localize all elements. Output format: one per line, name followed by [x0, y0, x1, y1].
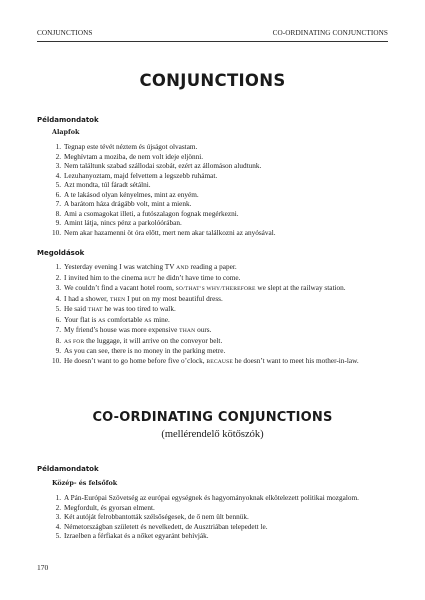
sentence-text: we slept at the railway station. [255, 284, 346, 292]
sentence-text: I had a shower, [64, 294, 110, 303]
list-number: 4. [55, 522, 61, 531]
conjunction-highlight: AND [176, 265, 189, 271]
list-number: 4. [55, 171, 61, 180]
sentence-text: I invited him to the cinema [64, 273, 145, 282]
list-item [48, 295, 396, 306]
examples-label-2: Példamondatok [37, 465, 99, 473]
list-number: 10. [51, 228, 61, 237]
list-item [48, 162, 396, 172]
list-number: 2. [55, 273, 61, 282]
list-number: 9. [55, 219, 61, 227]
list-item [48, 153, 396, 163]
list-item [48, 513, 396, 523]
list-item [48, 494, 396, 504]
list-number: 3. [55, 284, 61, 292]
sentence-text: Nem találtunk szabad szállodai szobát, ezért az állomáson aludtunk. [64, 162, 262, 170]
list-number: 1. [55, 263, 61, 271]
sentence-text: he was too tired to walk. [102, 305, 176, 313]
list-number: 6. [55, 190, 61, 199]
section-title-conjunctions: CONJUNCTIONS [139, 71, 286, 90]
section-title-coordinating: CO-ORDINATING CONJUNCTIONS [92, 410, 333, 425]
sentence-text: Meghívtam a moziba, de nem volt ideje eljönni. [64, 152, 204, 161]
conjunction-highlight: SO/THAT’S WHY/THEREFORE [175, 286, 256, 292]
sentence-text: We couldn’t find a vacant hotel room, [64, 284, 176, 292]
list-number: 1. [55, 143, 61, 151]
list-number: 7. [55, 200, 61, 208]
sentence-text: mine. [151, 315, 170, 324]
sentence-text: reading a paper. [188, 263, 237, 271]
sentence-text: Megfordult, és gyorsan elment. [64, 503, 155, 512]
sentence-text: I put on my most beautiful dress. [125, 294, 223, 303]
list-item [48, 181, 396, 191]
list-item [48, 316, 396, 327]
list-number: 5. [55, 181, 61, 189]
example-sentence-list-2 [48, 494, 396, 542]
running-header [37, 29, 388, 41]
sentence-text: he doesn’t want to meet his mother-in-law. [232, 356, 359, 365]
conjunction-highlight: BUT [144, 275, 156, 282]
list-number: 1. [55, 494, 61, 502]
conjunction-highlight: AS FOR [64, 338, 85, 345]
sentence-text: As you can see, there is no money in the parking metre. [64, 347, 226, 355]
list-item [48, 200, 396, 210]
list-number: 2. [55, 503, 61, 512]
examples-label: Példamondatok [37, 116, 99, 124]
conjunction-highlight: AS [144, 317, 152, 324]
header-right: CO-ORDINATING CONJUNCTIONS [272, 29, 388, 37]
sentence-text: Ami a csomagokat illeti, a futószalagon fognak megérkezni. [64, 209, 239, 218]
sentence-text: he didn’t have time to come. [155, 273, 241, 282]
list-number: 8. [55, 336, 61, 345]
sentence-text: He doesn’t want to go home before five o’clock, [64, 356, 207, 365]
conjunction-highlight: THAT [87, 307, 103, 313]
solutions-label: Megoldások [37, 249, 85, 257]
example-sentence-list [48, 143, 396, 238]
sentence-text: Yesterday evening I was watching TV [64, 263, 177, 271]
level-label-intermediate: Közép- és felsőfok [52, 479, 118, 487]
sentence-text: Németországban született és nevelkedett, de Ausztriában telepedett le. [64, 522, 268, 531]
list-item [48, 347, 396, 357]
header-rule [37, 41, 388, 42]
section-subtitle: (mellérendelő kötőszók) [161, 429, 264, 440]
sentence-text: the luggage, it will arrive on the conveyor belt. [84, 336, 223, 345]
sentence-text: Izraelben a férfiakat és a nőket egyaránt behívják. [64, 532, 209, 540]
list-item [48, 191, 396, 201]
sentence-text: Lezuhanyoztam, majd felvettem a legszebb ruhámat. [64, 171, 218, 180]
list-number: 3. [55, 513, 61, 521]
list-number: 5. [55, 532, 61, 540]
list-number: 9. [55, 347, 61, 355]
sentence-text: Amint látja, nincs pénz a parkolóórában. [64, 219, 182, 227]
list-item [48, 326, 396, 337]
list-number: 5. [55, 305, 61, 313]
list-number: 8. [55, 209, 61, 218]
sentence-text: Your flat is [64, 315, 99, 324]
conjunction-highlight: BECAUSE [206, 358, 233, 365]
sentence-text: A Pán-Európai Szövetség az európai egységnek és hagyományoknak elkötelezett politikai mozgalom. [64, 494, 359, 502]
sentence-text: Nem akar hazamenni öt óra előtt, mert nem akar találkozni az anyósával. [64, 228, 276, 237]
sentence-text: A te lakásod olyan kényelmes, mint az enyém. [64, 190, 199, 199]
sentence-text: comfortable [105, 315, 145, 324]
list-item [48, 210, 396, 220]
list-number: 10. [51, 356, 61, 365]
list-item [48, 219, 396, 229]
conjunction-highlight: THAN [179, 328, 196, 334]
page-number: 170 [37, 563, 49, 572]
list-item [48, 504, 396, 514]
list-number: 4. [55, 294, 61, 303]
sentence-text: He said [64, 305, 88, 313]
list-item [48, 337, 396, 348]
list-item [48, 263, 396, 274]
list-item [48, 274, 396, 285]
sentence-text: ours. [195, 326, 212, 334]
sentence-text: A barátom háza drágább volt, mint a mienk. [64, 200, 192, 208]
list-item [48, 357, 396, 368]
level-label-basic: Alapfok [52, 128, 80, 136]
list-item [48, 305, 396, 316]
list-item [48, 143, 396, 153]
list-number: 7. [55, 326, 61, 334]
list-number: 2. [55, 152, 61, 161]
conjunction-highlight: THEN [109, 296, 126, 303]
solution-sentence-list [48, 263, 396, 367]
sentence-text: My friend’s house was more expensive [64, 326, 180, 334]
list-item [48, 229, 396, 239]
list-item [48, 532, 396, 542]
list-number: 6. [55, 315, 61, 324]
list-item [48, 172, 396, 182]
sentence-text: Tegnap este tévét néztem és újságot olvastam. [64, 143, 198, 151]
list-item [48, 523, 396, 533]
sentence-text: Azt mondta, túl fáradt sétálni. [64, 181, 151, 189]
list-number: 3. [55, 162, 61, 170]
conjunction-highlight: AS [98, 317, 106, 324]
list-item [48, 284, 396, 295]
header-left: CONJUNCTIONS [37, 29, 93, 37]
sentence-text: Két autóját felrobbantották szélsőségesek, de ő nem ült bennük. [64, 513, 249, 521]
